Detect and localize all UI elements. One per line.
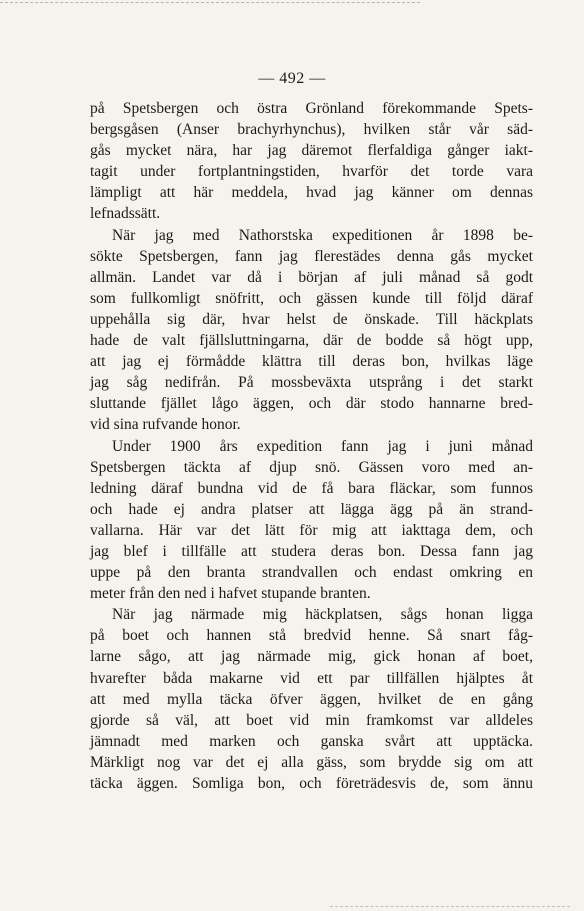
text-line: Spetsbergen täckta af djup snö. Gässen voro med an- [90,458,533,476]
text-line: hvarefter båda makarne vid ett par tillfällen hjälptes åt [90,669,533,687]
text-line: tagit under fortplantningstiden, hvarför det torde vara [90,163,533,181]
text-line: sökte Spetsbergen, fann jag flerestädes denna gås mycket [90,247,533,265]
text-line: uppe på den branta strandvallen och endast omkring en [90,564,533,582]
text-line: larne sågo, att jag närmade mig, gick honan af boet, [90,648,533,666]
text-line: vid sina rufvande honor. [90,416,241,434]
text-line: uppehålla sig där, hvar helst de önskade. Till häckplats [90,310,533,328]
text-line: ledning däraf bundna vid de få bara fläckar, som funnos [90,479,533,497]
text-line: att jag ej förmådde klättra till deras bon, hvilkas läge [90,353,533,371]
text-line: jag såg nedifrån. På mossbeväxta utsprång i det starkt [90,374,533,392]
body-text [90,98,533,794]
text-line: gås mycket nära, har jag däremot flerfaldiga gånger iakt- [90,142,533,160]
text-line: sluttande fjället lågo äggen, och där stodo hannarne bred- [90,395,533,413]
text-line: lämpligt att här meddela, hvad jag känner om dennas [90,184,533,202]
text-line: vallarna. Här var det lätt för mig att iakttaga dem, och [90,521,533,539]
text-line: När jag närmade mig häckplatsen, sågs honan ligga [112,606,533,624]
text-line: meter från den ned i hafvet stupande branten. [90,585,371,603]
text-line: gjorde så väl, att boet vid min framkomst var alldeles [90,711,533,729]
text-line: täcka äggen. Somliga bon, och företrädesvis de, som ännu [90,775,533,792]
text-line: hade de valt fjällsluttningarna, där de bodde så högt upp, [90,332,533,350]
top-edge-rule [0,2,420,3]
text-line: lefnadssätt. [90,205,161,223]
text-line: jämnadt med marken och ganska svårt att upptäcka. [90,732,533,750]
text-line: Under 1900 års expedition fann jag i juni månad [112,437,533,455]
page-number: — 492 — [258,70,326,87]
text-line: jag blef i tillfälle att studera deras bon. Dessa fann jag [90,542,533,560]
text-line: som fullkomligt snöfritt, och gässen kunde till följd däraf [90,289,533,307]
text-line: allmän. Landet var då i början af juli månad så godt [90,268,533,286]
text-line: När jag med Nathorstska expeditionen år 1898 be- [112,226,533,244]
text-line: på boet och hannen stå bredvid henne. Så snart fåg- [90,627,533,645]
text-line: Märkligt nog var det ej alla gäss, som brydde sig om att [90,753,533,771]
text-line: bergsgåsen (Anser brachyrhynchus), hvilken står vår säd- [90,121,533,139]
text-line: att med mylla täcka öfver äggen, hvilket de en gång [90,690,533,708]
text-line: och hade ej andra platser att lägga ägg på än strand- [90,500,533,518]
bottom-edge-rule [330,906,570,907]
text-line: på Spetsbergen och östra Grönland förekommande Spets- [90,100,533,117]
